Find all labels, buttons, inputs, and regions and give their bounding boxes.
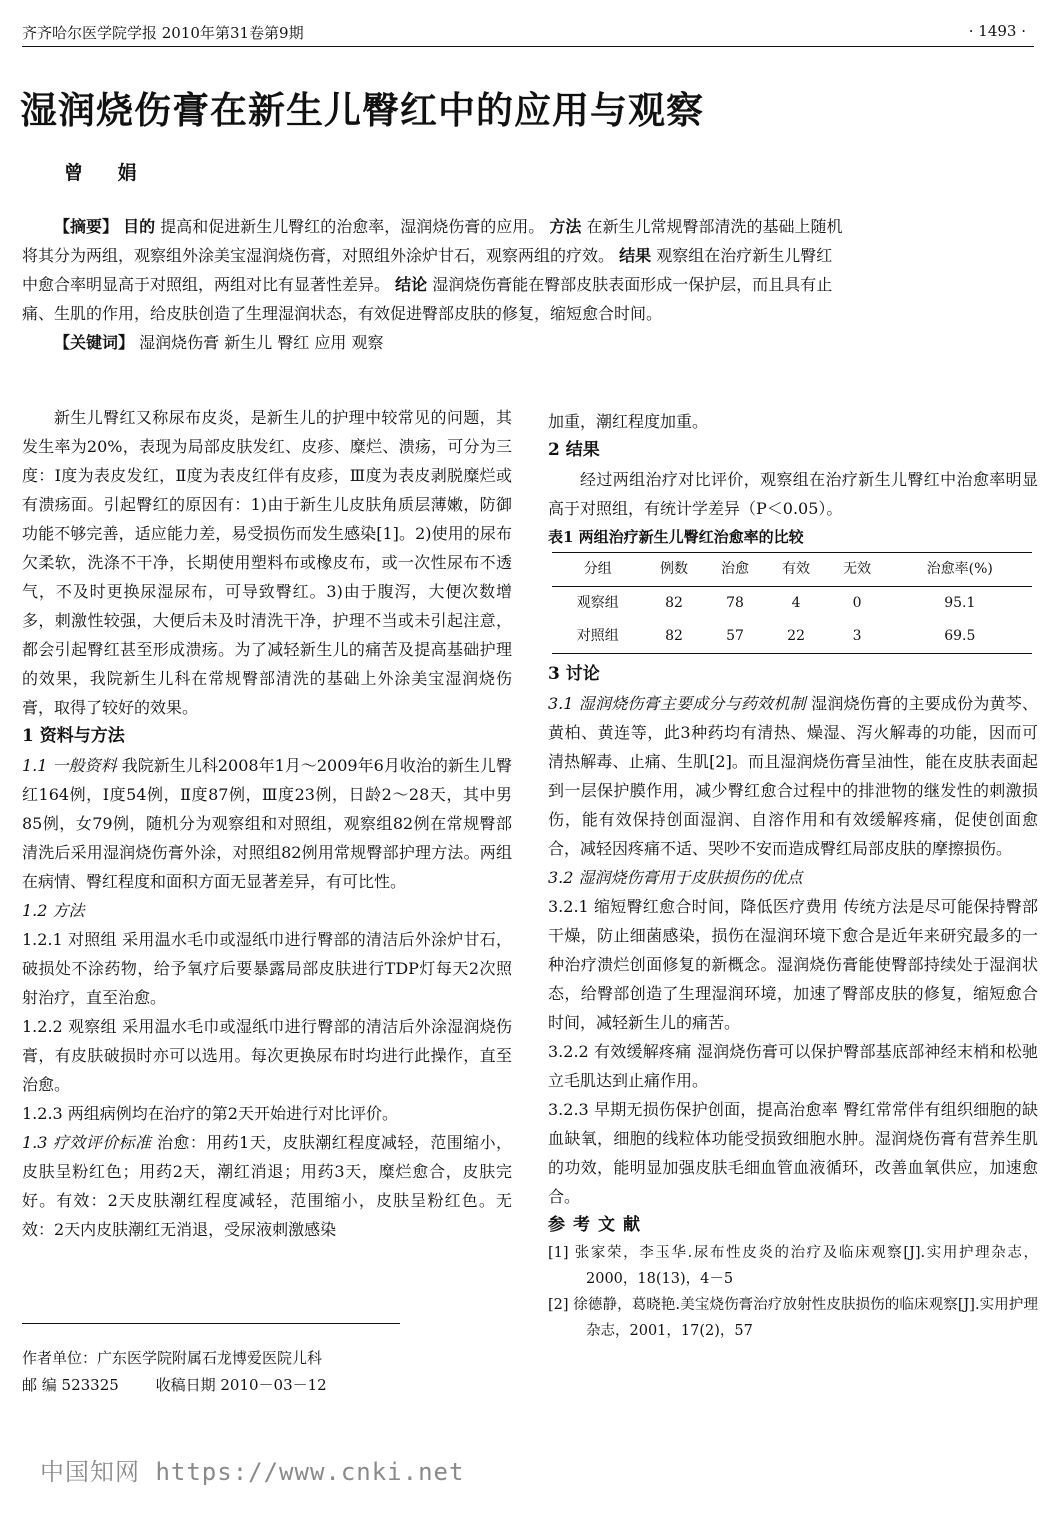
keywords-text: 湿润烧伤膏 新生儿 臀红 应用 观察: [139, 333, 384, 352]
table-cell: 82: [665, 595, 683, 611]
running-header: [22, 18, 1034, 48]
table-header-cell: 治愈: [721, 561, 750, 577]
section-2-heading: 2 结果: [548, 440, 600, 460]
section-3-2-3-text: 臀红常常伴有组织细胞的缺血缺氧，细胞的线粒体功能受损致细胞水肿。湿润烧伤膏有营养生肌的功效，能明显加强皮肤毛细血管血液循环，改善血氧供应，加速愈合。: [548, 1100, 1038, 1206]
table-header-cell: 治愈率(%): [926, 561, 993, 577]
section-3-1-label: 3.1 湿润烧伤膏主要成分与药效机制: [548, 694, 806, 713]
section-3-2-2-label: 3.2.2 有效缓解疼痛: [548, 1042, 692, 1061]
section-1-1-label: 1.1 一般资料: [22, 756, 117, 775]
table-cell: 3: [852, 628, 862, 644]
conclusion-text: 湿润烧伤膏能在臀部皮肤表面形成一保护层，而且具有止痛、生肌的作用，给皮肤创造了生理湿润状态，有效促进臀部皮肤的修复，缩短愈合时间。: [22, 275, 833, 323]
table-cell: 95.1: [944, 595, 976, 611]
table-cell: 22: [787, 628, 805, 644]
section-1-2-1-label: 1.2.1 对照组: [22, 930, 117, 949]
abstract-label: 【摘要】: [54, 217, 119, 236]
continued-text: 加重，潮红程度加重。: [548, 412, 709, 431]
abstract-body: [22, 212, 848, 328]
intro-paragraph: 新生儿臀红又称尿布皮炎，是新生儿的护理中较常见的问题，其发生率为20%，表现为局部皮肤发红、皮疹、糜烂、溃疡，可分为三度：Ⅰ度为表皮发红，Ⅱ度为表皮红伴有皮疹，Ⅲ度为表皮剥脱糜烂或有溃疡面。引起臀红的原因有：1)由于新生儿皮肤角质层薄嫩，防御功能不够完善，适应能力差，易受损伤而发生感染[1]。2)使用的尿布欠柔软，洗涤不干净，长期使用塑料布或橡皮布，或一次性尿布不透气，不及时更换尿湿尿布，可导致臀红。3)由于腹泻，大便次数增多，刺激性较强，大便后未及时清洗干净，护理不当或未引起注意，都会引起臀红甚至形成溃疡。为了减轻新生儿的痛苦及提高基础护理的效果，我院新生儿科在常规臀部清洗的基础上外涂美宝湿润烧伤膏，取得了较好的效果。: [22, 408, 512, 717]
footnote: [22, 1345, 327, 1399]
section-1-2-heading: 1.2 方法: [22, 901, 85, 920]
section-1-3-text: 治愈：用药1天，皮肤潮红程度减轻，范围缩小，皮肤呈粉红色；用药2天，潮红消退；用药3天，糜烂愈合，皮肤完好。有效：2天皮肤潮红程度减轻，范围缩小，皮肤呈粉红色。无效：2天内皮肤潮红无消退，受尿液刺激感染: [22, 1133, 512, 1239]
section-3-1-text: 湿润烧伤膏的主要成份为黄芩、黄柏、黄连等，此3种药均有清热、燥湿、泻火解毒的功能，因而可清热解毒、止痛、生肌[2]。而且湿润烧伤膏呈油性，能在皮肤表面起到一层保护膜作用，减少臀红愈合过程中的排泄物的继发性的刺激损伤，能有效保持创面湿润、自溶作用和有效缓解疼痛，促使创面愈合，减轻因疼痛不适、哭吵不安而造成臀红局部皮肤的摩擦损伤。: [548, 694, 1038, 858]
section-1-2-2-text: 采用温水毛巾或湿纸巾进行臀部的清洁后外涂湿润烧伤膏，有皮肤破损时亦可以选用。每次更换尿布时均进行此操作，直至治愈。: [22, 1017, 512, 1094]
section-1-3: [22, 1128, 512, 1244]
table-title: 表1 两组治疗新生儿臀红治愈率的比较: [548, 528, 804, 546]
section-3-2-2-text: 湿润烧伤膏可以保护臀部基底部神经末梢和松驰立毛肌达到止痛作用。: [548, 1042, 1038, 1090]
author-name: 曾 娟: [64, 162, 151, 184]
objective-label: 目的: [123, 217, 156, 236]
header-rule: [22, 46, 1034, 47]
section-3-2-3-label: 3.2.3 早期无损伤保护创面，提高治愈率: [548, 1100, 838, 1119]
received-date: 收稿日期 2010－03－12: [155, 1376, 327, 1394]
table-cell: 78: [726, 595, 744, 611]
table-cell: 69.5: [944, 628, 976, 644]
right-column: [548, 407, 1038, 1344]
section-3-2-1-label: 3.2.1 缩短臀红愈合时间，降低医疗费用: [548, 897, 838, 916]
postcode-and-date: [22, 1372, 327, 1399]
section-3-heading: 3 讨论: [548, 664, 600, 684]
section-3-2-3: [548, 1095, 1038, 1211]
section-1-1: [22, 751, 512, 896]
article-title: 湿润烧伤膏在新生儿臀红中的应用与观察: [20, 88, 704, 132]
section-3-2-1: [548, 892, 1038, 1037]
page-number: · 1493 ·: [968, 22, 1026, 40]
method-label: 方法: [549, 217, 582, 236]
table-cell: 对照组: [576, 628, 619, 644]
author-affiliation: 作者单位：广东医学院附属石龙博爱医院儿科: [22, 1349, 323, 1367]
table-header-cell: 例数: [660, 561, 689, 577]
results-table: [552, 552, 1032, 654]
section-3-2-1-text: 传统方法是尽可能保持臀部干燥，防止细菌感染，损伤在湿润环境下愈合是近年来研究最多的一种治疗溃烂创面修复的新概念。湿润烧伤膏能使臀部持续处于湿润状态，给臀部创造了生理湿润环境，加速了臀部皮肤的修复，缩短愈合时间，减轻新生儿的痛苦。: [548, 897, 1038, 1032]
reference-item: [2] 徐德静，葛晓艳.美宝烧伤膏治疗放射性皮肤损伤的临床观察[J].实用护理杂志，2001，17(2)，57: [548, 1297, 1038, 1339]
left-column: [22, 403, 512, 1244]
cnki-watermark: 中国知网 https://www.cnki.net: [40, 1458, 465, 1486]
reference-item: [1] 张家荣，李玉华.尿布性皮炎的治疗及临床观察[J].实用护理杂志，2000，18(13)，4－5: [548, 1245, 1038, 1287]
section-2-text: 经过两组治疗对比评价，观察组在治疗新生儿臀红中治愈率明显高于对照组，有统计学差异（P＜0.05）。: [548, 470, 1038, 518]
section-1-heading: 1 资料与方法: [22, 726, 125, 746]
section-1-2-1: [22, 925, 512, 1012]
table-header-cell: 有效: [782, 561, 811, 577]
postcode: 邮 编 523325: [22, 1376, 119, 1394]
journal-name: 齐齐哈尔医学院学报 2010年第31卷第9期: [22, 24, 304, 42]
section-1-2-1-text: 采用温水毛巾或湿纸巾进行臀部的清洁后外涂炉甘石，破损处不涂药物，给予氧疗后要暴露局部皮肤进行TDP灯每天2次照射治疗，直至治愈。: [22, 930, 512, 1007]
result-label: 结果: [619, 246, 652, 265]
table-header-row: [552, 553, 1032, 587]
section-1-1-text: 我院新生儿科2008年1月～2009年6月收治的新生儿臀红164例，Ⅰ度54例，Ⅱ度87例，Ⅲ度23例，日龄2～28天，其中男85例，女79例，随机分为观察组和对照组，观察组82例在常规臀部清洗后采用湿润烧伤膏外涂，对照组82例用常规臀部护理方法。两组在病情、臀红程度和面积方面无显著差异，有可比性。: [22, 756, 512, 891]
section-3-2-2: [548, 1037, 1038, 1095]
section-3-2-heading: 3.2 湿润烧伤膏用于皮肤损伤的优点: [548, 868, 803, 887]
table-cell: 57: [726, 628, 744, 644]
table-cell: 82: [665, 628, 683, 644]
section-1-2-3: 1.2.3 两组病例均在治疗的第2天开始进行对比评价。: [22, 1104, 398, 1123]
references-heading: 参考文献: [548, 1215, 648, 1235]
section-1-2-2: [22, 1012, 512, 1099]
objective-text: 提高和促进新生儿臀红的治愈率，湿润烧伤膏的应用。: [160, 217, 545, 236]
keywords-label: 【关键词】: [54, 333, 135, 352]
table-cell: 4: [791, 595, 801, 611]
table-header-cell: 分组: [583, 561, 612, 577]
result-text: 观察组在治疗新生儿臀红中愈合率明显高于对照组，两组对比有显著性差异。: [22, 246, 833, 294]
keywords: [22, 328, 848, 357]
conclusion-label: 结论: [395, 275, 428, 294]
footnote-rule: [22, 1323, 400, 1324]
section-3-1: [548, 689, 1038, 863]
table-row: [552, 587, 1032, 621]
abstract: [22, 212, 848, 357]
section-1-2-2-label: 1.2.2 观察组: [22, 1017, 117, 1036]
table-header-cell: 无效: [843, 561, 872, 577]
method-text: 在新生儿常规臀部清洗的基础上随机将其分为两组，观察组外涂美宝湿润烧伤膏，对照组外涂炉甘石，观察两组的疗效。: [22, 217, 843, 265]
table-cell: 0: [852, 595, 862, 611]
section-1-3-label: 1.3 疗效评价标准: [22, 1133, 152, 1152]
table-row: [552, 620, 1032, 654]
table-cell: 观察组: [576, 595, 619, 611]
